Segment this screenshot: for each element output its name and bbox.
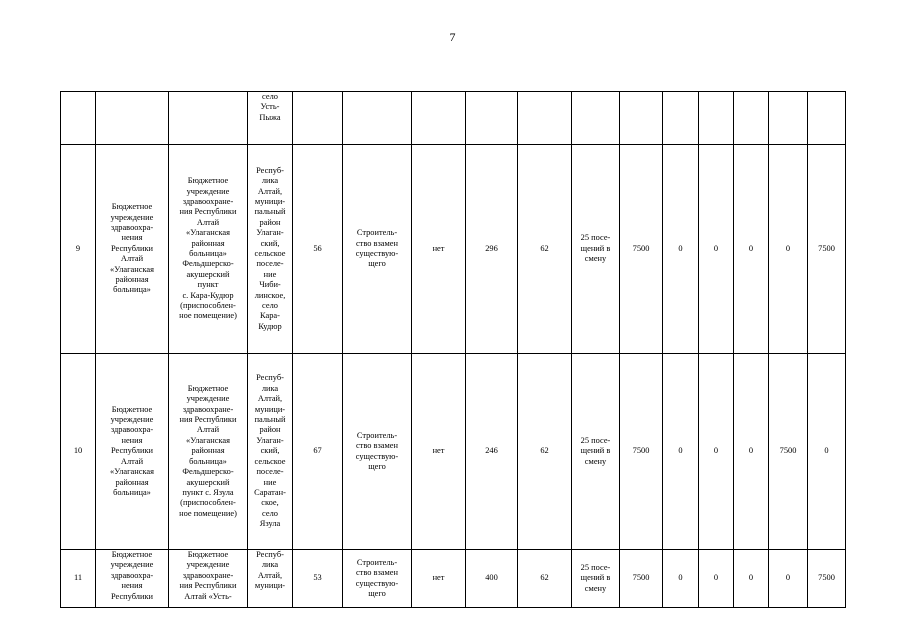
row-number-cell: 11 <box>61 550 96 608</box>
amount-cell <box>620 92 663 145</box>
amount-cell: 0 <box>699 550 734 608</box>
row-number-cell <box>61 92 96 145</box>
object-cell <box>169 92 248 145</box>
amount-cell: 7500 <box>620 550 663 608</box>
work-type-cell: Строитель- ство взамен существую- щего <box>343 550 412 608</box>
flag-cell <box>412 92 466 145</box>
value-cell: 62 <box>518 550 572 608</box>
institution-cell: Бюджетное учреждение здравоохра- нения Республики <box>96 550 169 608</box>
code-cell <box>293 92 343 145</box>
row-number-cell: 10 <box>61 354 96 550</box>
amount-cell: 0 <box>769 550 808 608</box>
flag-cell: нет <box>412 145 466 354</box>
amount-cell <box>769 92 808 145</box>
amount-cell: 0 <box>808 354 846 550</box>
object-cell: Бюджетное учреждение здравоохране- ния Республики Алтай «Усть- <box>169 550 248 608</box>
amount-cell: 0 <box>699 145 734 354</box>
row-number-cell: 9 <box>61 145 96 354</box>
amount-cell <box>808 92 846 145</box>
value-cell: 296 <box>466 145 518 354</box>
amount-cell: 0 <box>734 145 769 354</box>
code-cell: 67 <box>293 354 343 550</box>
amount-cell: 0 <box>699 354 734 550</box>
work-type-cell: Строитель- ство взамен существую- щего <box>343 145 412 354</box>
object-cell: Бюджетное учреждение здравоохране- ния Республики Алтай «Улаганская районная больница» Фельдшерско- акушерский пункт с. Кара-Кудюр (приспособлен- ное помещение) <box>169 145 248 354</box>
amount-cell: 0 <box>663 145 699 354</box>
flag-cell: нет <box>412 550 466 608</box>
amount-cell: 7500 <box>808 550 846 608</box>
amount-cell <box>663 92 699 145</box>
table-row <box>61 354 846 550</box>
amount-cell: 7500 <box>620 354 663 550</box>
flag-cell: нет <box>412 354 466 550</box>
code-cell: 56 <box>293 145 343 354</box>
location-cell: Респуб- лика Алтай, муници- <box>248 550 293 608</box>
value-cell: 62 <box>518 354 572 550</box>
amount-cell: 0 <box>663 550 699 608</box>
code-cell: 53 <box>293 550 343 608</box>
table-row <box>61 92 846 145</box>
institution-cell: Бюджетное учреждение здравоохра- нения Республики Алтай «Улаганская районная больница» <box>96 145 169 354</box>
capacity-cell: 25 посе- щений в смену <box>572 354 620 550</box>
capacity-cell: 25 посе- щений в смену <box>572 145 620 354</box>
amount-cell <box>734 92 769 145</box>
amount-cell <box>699 92 734 145</box>
value-cell: 246 <box>466 354 518 550</box>
page-number: 7 <box>449 30 456 44</box>
amount-cell: 0 <box>734 354 769 550</box>
capacity-cell <box>572 92 620 145</box>
amount-cell: 0 <box>663 354 699 550</box>
table-row <box>61 550 846 608</box>
work-type-cell <box>343 92 412 145</box>
institution-cell <box>96 92 169 145</box>
facilities-table <box>60 91 846 608</box>
location-cell: Респуб- лика Алтай, муници- пальный район Улаган- ский, сельское поселе- ние Чиби- линское, село Кара- Кудюр <box>248 145 293 354</box>
work-type-cell: Строитель- ство взамен существую- щего <box>343 354 412 550</box>
institution-cell: Бюджетное учреждение здравоохра- нения Республики Алтай «Улаганская районная больница» <box>96 354 169 550</box>
amount-cell: 0 <box>734 550 769 608</box>
amount-cell: 7500 <box>620 145 663 354</box>
amount-cell: 7500 <box>808 145 846 354</box>
value-cell <box>466 92 518 145</box>
value-cell <box>518 92 572 145</box>
location-cell: село Усть- Пыжа <box>248 92 293 145</box>
table-row <box>61 145 846 354</box>
amount-cell: 0 <box>769 145 808 354</box>
amount-cell: 7500 <box>769 354 808 550</box>
value-cell: 62 <box>518 145 572 354</box>
object-cell: Бюджетное учреждение здравоохране- ния Республики Алтай «Улаганская районная больница» Фельдшерско- акушерский пункт с. Язула (приспособлен- ное помещение) <box>169 354 248 550</box>
value-cell: 400 <box>466 550 518 608</box>
capacity-cell: 25 посе- щений в смену <box>572 550 620 608</box>
location-cell: Респуб- лика Алтай, муници- пальный район Улаган- ский, сельское поселе- ние Саратан- ское, село Язула <box>248 354 293 550</box>
